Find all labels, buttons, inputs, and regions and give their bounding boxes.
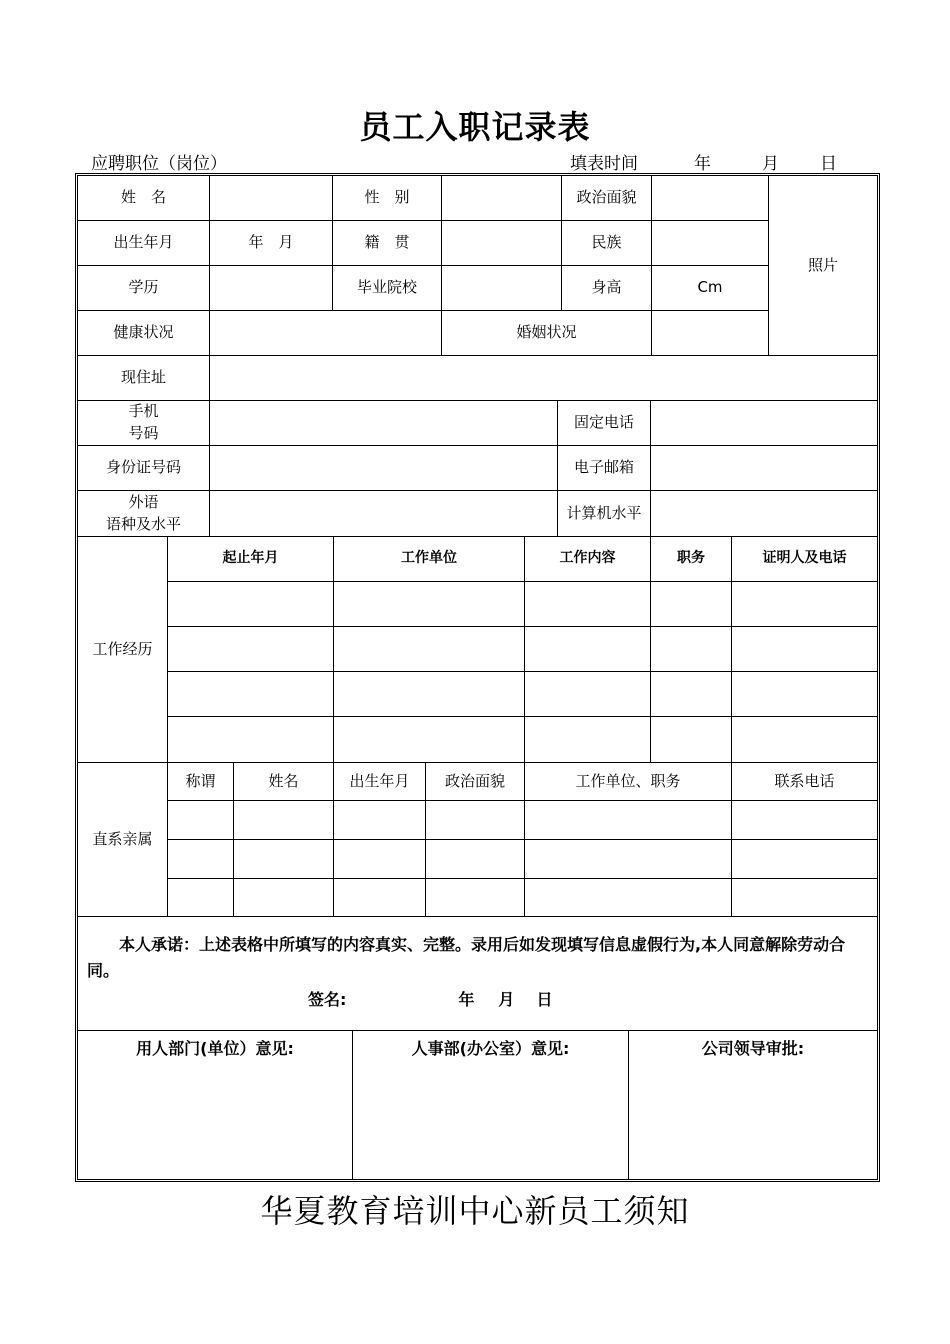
work-experience-label: 工作经历 [77, 536, 168, 763]
language-field[interactable] [209, 490, 558, 537]
family-col-political: 政治面貌 [425, 762, 525, 801]
work-cell[interactable] [524, 671, 651, 717]
work-cell[interactable] [333, 581, 525, 627]
name-label: 姓 名 [77, 175, 210, 221]
family-cell[interactable] [233, 800, 334, 840]
work-cell[interactable] [524, 581, 651, 627]
family-cell[interactable] [425, 839, 525, 879]
language-label-line2: 语种及水平 [105, 514, 181, 533]
work-cell[interactable] [333, 626, 525, 672]
mobile-field[interactable] [209, 400, 558, 446]
family-cell[interactable] [524, 800, 732, 840]
native-place-field[interactable] [441, 220, 562, 266]
signature-month: 月 [498, 990, 515, 1009]
family-col-name: 姓名 [233, 762, 334, 801]
birth-label: 出生年月 [77, 220, 210, 266]
work-col-employer: 工作单位 [333, 536, 525, 582]
political-field[interactable] [651, 175, 769, 221]
landline-label: 固定电话 [557, 400, 651, 446]
family-col-employer: 工作单位、职务 [524, 762, 732, 801]
signature-line[interactable] [308, 987, 552, 1010]
email-label: 电子邮箱 [557, 445, 651, 491]
footer-title: 华夏教育培训中心新员工须知 [260, 1192, 690, 1230]
family-col-relation: 称谓 [167, 762, 234, 801]
dept-opinion-label: 用人部门(单位）意见: [136, 1039, 294, 1058]
ethnicity-label: 民族 [561, 220, 652, 266]
work-col-position: 职务 [650, 536, 732, 582]
work-cell[interactable] [731, 626, 878, 672]
work-cell[interactable] [650, 716, 732, 763]
work-cell[interactable] [650, 581, 732, 627]
dept-opinion-box[interactable] [77, 1030, 353, 1180]
family-cell[interactable] [233, 839, 334, 879]
family-cell[interactable] [731, 800, 878, 840]
work-cell[interactable] [524, 626, 651, 672]
family-cell[interactable] [167, 839, 234, 879]
leader-approval-box[interactable] [628, 1030, 878, 1180]
promise-text: 本人承诺：上述表格中所填写的内容真实、完整。录用后如发现填写信息虚假行为,本人同意解除劳动合同。 [87, 935, 846, 980]
family-cell[interactable] [333, 839, 426, 879]
signature-day: 日 [536, 990, 553, 1009]
page-title: 员工入职记录表 [359, 108, 591, 146]
gender-label: 性 别 [332, 175, 442, 221]
family-cell[interactable] [731, 878, 878, 917]
native-place-label: 籍 贯 [332, 220, 442, 266]
family-cell[interactable] [333, 800, 426, 840]
marriage-label: 婚姻状况 [441, 310, 652, 356]
signature-label: 签名: [308, 990, 347, 1009]
height-label: 身高 [561, 265, 652, 311]
family-cell[interactable] [425, 878, 525, 917]
email-field[interactable] [650, 445, 878, 491]
family-cell[interactable] [333, 878, 426, 917]
family-cell[interactable] [425, 800, 525, 840]
landline-field[interactable] [650, 400, 878, 446]
work-cell[interactable] [731, 671, 878, 717]
promise-section [77, 916, 878, 1031]
work-col-reference: 证明人及电话 [731, 536, 878, 582]
photo-box[interactable]: 照片 [768, 175, 878, 356]
work-cell[interactable] [167, 671, 334, 717]
computer-label: 计算机水平 [557, 490, 651, 537]
work-cell[interactable] [731, 716, 878, 763]
work-cell[interactable] [167, 716, 334, 763]
marriage-field[interactable] [651, 310, 769, 356]
fill-date-month: 月 [762, 154, 779, 174]
leader-approval-label: 公司领导审批: [701, 1039, 805, 1058]
birth-field[interactable]: 年 月 [209, 220, 333, 266]
family-col-phone: 联系电话 [731, 762, 878, 801]
fill-date-day: 日 [820, 154, 837, 174]
fill-date-year: 年 [694, 154, 711, 174]
health-field[interactable] [209, 310, 442, 356]
id-number-label: 身份证号码 [77, 445, 210, 491]
family-cell[interactable] [233, 878, 334, 917]
hr-opinion-box[interactable] [352, 1030, 629, 1180]
work-cell[interactable] [333, 716, 525, 763]
family-cell[interactable] [167, 800, 234, 840]
height-field[interactable]: Cm [651, 265, 769, 311]
work-cell[interactable] [524, 716, 651, 763]
political-label: 政治面貌 [561, 175, 652, 221]
education-label: 学历 [77, 265, 210, 311]
name-field[interactable] [209, 175, 333, 221]
id-number-field[interactable] [209, 445, 558, 491]
work-cell[interactable] [650, 626, 732, 672]
ethnicity-field[interactable] [651, 220, 769, 266]
gender-field[interactable] [441, 175, 562, 221]
mobile-label [77, 400, 210, 446]
mobile-label-line2: 号码 [128, 424, 159, 442]
family-cell[interactable] [167, 878, 234, 917]
family-cell[interactable] [524, 878, 732, 917]
work-cell[interactable] [167, 626, 334, 672]
family-cell[interactable] [731, 839, 878, 879]
health-label: 健康状况 [77, 310, 210, 356]
entry-form [77, 175, 878, 1180]
mobile-label-line1: 手机 [128, 402, 159, 421]
family-col-birth: 出生年月 [333, 762, 426, 801]
work-cell[interactable] [333, 671, 525, 717]
work-col-duties: 工作内容 [524, 536, 651, 582]
work-cell[interactable] [167, 581, 334, 627]
hr-opinion-label: 人事部(办公室）意见: [411, 1039, 570, 1058]
language-label-line1: 外语 [128, 492, 159, 511]
family-cell[interactable] [524, 839, 732, 879]
address-label: 现住址 [77, 355, 210, 401]
school-field[interactable] [441, 265, 562, 311]
work-cell[interactable] [650, 671, 732, 717]
work-col-period: 起止年月 [167, 536, 334, 582]
work-cell[interactable] [731, 581, 878, 627]
signature-year: 年 [458, 990, 475, 1009]
family-label: 直系亲属 [77, 762, 168, 917]
computer-field[interactable] [650, 490, 878, 537]
language-label [77, 490, 210, 537]
education-field[interactable] [209, 265, 333, 311]
address-field[interactable] [209, 355, 878, 401]
school-label: 毕业院校 [332, 265, 442, 311]
fill-date-label: 填表时间 [570, 154, 638, 174]
position-label: 应聘职位（岗位） [91, 154, 227, 174]
